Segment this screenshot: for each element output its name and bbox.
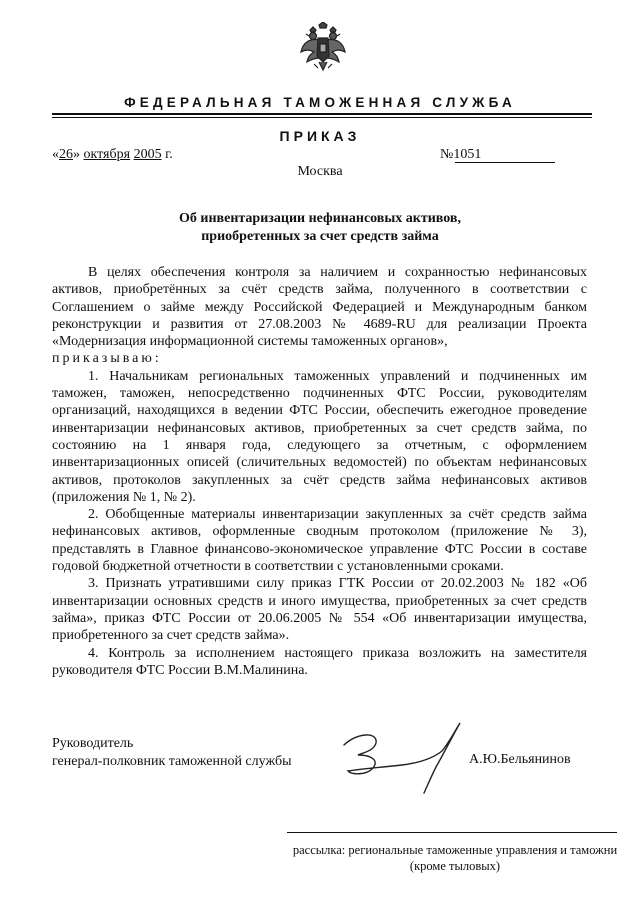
header-rule-thin bbox=[52, 117, 592, 118]
order-heading-line2: приобретенных за счет средств займа bbox=[201, 229, 439, 244]
order-number-prefix: № bbox=[440, 147, 454, 162]
list-item: 1. Начальникам региональных таможенных управлений и подчиненных им таможен, таможен, непосредственно подчиненных ФТС России, руководителям организаций, находящихся в ведении ФТС России, обеспечить ежегодное проведение инвентаризации нефинансовых активов, приобретенных за счет средств займа, по состоянию на 1 января года, следующего за отчетным, с оформлением инвентаризационных описей (сличительных ведомостей) по объектам нефинансовых активов, протоколов закупленных за счёт средств займа нефинансовых активов (приложения № 1, № 2). bbox=[52, 368, 587, 505]
header-rule-thick bbox=[52, 113, 592, 115]
date-year: 2005 bbox=[133, 147, 162, 162]
distribution-line1: рассылка: региональные таможенные управления и таможни bbox=[292, 843, 618, 857]
signatory-position-line2: генерал-полковник таможенной службы bbox=[52, 753, 292, 769]
date-year-suffix: г. bbox=[165, 147, 173, 162]
order-number-underline bbox=[455, 162, 555, 163]
order-word: приказываю: bbox=[52, 351, 162, 367]
list-item: 3. Признать утратившими силу приказ ГТК России от 20.02.2003 № 182 «Об инвентаризации основных средств и иного имущества, приобретенных за счет средств займа», приказ ФТС России от 20.06.2005 № 554 «Об инвентаризации имущества, приобретенного за счет средств займа». bbox=[52, 576, 587, 644]
date-month: октября bbox=[83, 147, 131, 162]
russian-double-headed-eagle-icon bbox=[300, 22, 346, 72]
order-body bbox=[52, 264, 587, 679]
agency-name: ФЕДЕРАЛЬНАЯ ТАМОЖЕННАЯ СЛУЖБА bbox=[124, 95, 516, 110]
order-number-value: 1051 bbox=[453, 147, 482, 162]
date-open-quote: « bbox=[52, 147, 59, 162]
order-heading bbox=[0, 210, 640, 246]
handwritten-signature bbox=[332, 715, 467, 795]
distribution-line2: (кроме тыловых) bbox=[409, 859, 501, 873]
date-day: 26 bbox=[59, 147, 73, 162]
list-item: 4. Контроль за исполнением настоящего приказа возложить на заместителя руководителя ФТС России В.М.Малинина. bbox=[52, 645, 587, 678]
date-close-quote: » bbox=[73, 147, 80, 162]
preamble: В целях обеспечения контроля за наличием и сохранностью нефинансовых активов, приобретённых за счёт средств займа, полученного в соответствии с Соглашением о займе между Российской Федерацией и Международным банком реконструкции и развития от 27.08.2003 № 4689-RU для реализации Проекта «Модернизация информационной системы таможенных органов», bbox=[52, 265, 587, 350]
signatory-position bbox=[52, 735, 291, 770]
list-item: 2. Обобщенные материалы инвентаризации закупленных за счёт средств займа нефинансовых активов, оформленные сводным протоколом (приложение № 3), представлять в Главное финансово-экономическое управление ФТС России в составе годовой бюджетной отчетности в соответствии с установленными сроками. bbox=[52, 507, 587, 575]
order-heading-line1: Об инвентаризации нефинансовых активов, bbox=[179, 211, 461, 226]
distribution-rule bbox=[287, 832, 617, 833]
order-number bbox=[440, 147, 481, 163]
signatory-position-line1: Руководитель bbox=[52, 736, 134, 751]
signatory-name: А.Ю.Бельянинов bbox=[469, 752, 571, 767]
issue-city: Москва bbox=[297, 164, 343, 179]
order-date bbox=[52, 147, 173, 163]
distribution-list bbox=[270, 842, 640, 874]
document-type-title: ПРИКАЗ bbox=[279, 128, 361, 144]
